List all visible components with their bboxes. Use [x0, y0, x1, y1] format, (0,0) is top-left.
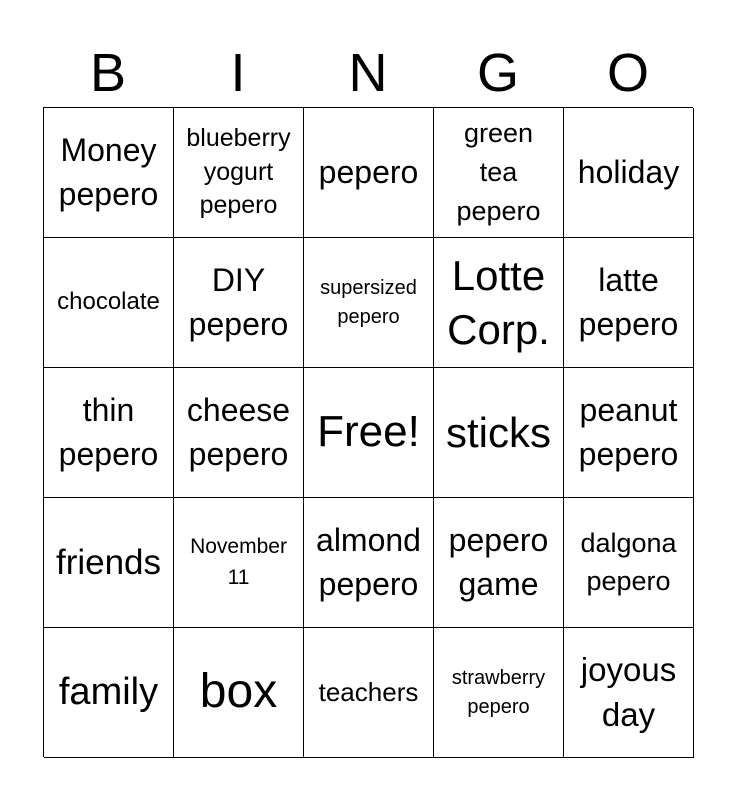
cell-label: DIY pepero: [188, 261, 289, 342]
bingo-cell-r5-c3[interactable]: [304, 628, 434, 758]
bingo-cell-r2-c3[interactable]: [304, 238, 434, 368]
bingo-cell-r5-c2[interactable]: [174, 628, 304, 758]
header-letter-o: O: [606, 43, 649, 103]
cell-label: sticks: [446, 408, 551, 456]
bingo-cell-r4-c4[interactable]: [434, 498, 564, 628]
bingo-cell-r1-c3[interactable]: [304, 108, 434, 238]
cell-label: green tea pepero: [456, 117, 541, 227]
bingo-cell-r2-c1[interactable]: [44, 238, 174, 368]
cell-label: pepero game: [448, 521, 549, 602]
bingo-cell-r3-c1[interactable]: [44, 368, 174, 498]
header-letter-b: B: [89, 43, 127, 103]
cell-label: thin pepero: [58, 391, 159, 472]
cell-label: latte pepero: [578, 261, 679, 342]
cell-label: dalgona pepero: [580, 527, 677, 596]
cell-label: cheese pepero: [186, 391, 291, 472]
bingo-cell-r5-c5[interactable]: [564, 628, 694, 758]
bingo-cell-r5-c1[interactable]: [44, 628, 174, 758]
bingo-cell-r1-c4[interactable]: [434, 108, 564, 238]
bingo-cell-r3-c4[interactable]: [434, 368, 564, 498]
cell-label: November 11: [190, 535, 287, 589]
bingo-cell-r4-c2[interactable]: [174, 498, 304, 628]
cell-label: Free!: [317, 407, 420, 457]
bingo-cell-r4-c3[interactable]: [304, 498, 434, 628]
cell-label: chocolate: [57, 288, 160, 316]
bingo-cell-r1-c1[interactable]: [44, 108, 174, 238]
cell-label: friends: [55, 542, 162, 582]
header-letter-n: N: [348, 43, 388, 103]
bingo-cell-r2-c5[interactable]: [564, 238, 694, 368]
cell-label: teachers: [318, 676, 419, 707]
bingo-board: [43, 107, 693, 757]
bingo-cell-r1-c2[interactable]: [174, 108, 304, 238]
bingo-cell-r4-c1[interactable]: [44, 498, 174, 628]
bingo-cell-r4-c5[interactable]: [564, 498, 694, 628]
cell-label: box: [199, 665, 278, 719]
header-letter-g: G: [476, 43, 519, 103]
bingo-cell-r2-c4[interactable]: [434, 238, 564, 368]
cell-label: holiday: [577, 153, 680, 190]
bingo-cell-r3-c2[interactable]: [174, 368, 304, 498]
cell-label: blueberry yogurt pepero: [186, 123, 291, 220]
cell-label: joyous day: [580, 650, 677, 733]
cell-label: Lotte Corp.: [447, 251, 550, 353]
bingo-cell-r2-c2[interactable]: [174, 238, 304, 368]
cell-label: peanut pepero: [578, 391, 679, 472]
cell-label: almond pepero: [316, 521, 421, 602]
bingo-cell-r5-c4[interactable]: [434, 628, 564, 758]
bingo-header: [43, 38, 693, 108]
cell-label: Money pepero: [58, 131, 159, 212]
bingo-cell-r1-c5[interactable]: [564, 108, 694, 238]
bingo-cell-r3-c5[interactable]: [564, 368, 694, 498]
cell-label: strawberry pepero: [451, 666, 546, 718]
bingo-cell-free[interactable]: [304, 368, 434, 498]
cell-label: pepero: [318, 153, 419, 190]
cell-label: supersized pepero: [320, 276, 417, 328]
cell-label: family: [58, 670, 159, 713]
header-letter-i: I: [230, 43, 246, 103]
